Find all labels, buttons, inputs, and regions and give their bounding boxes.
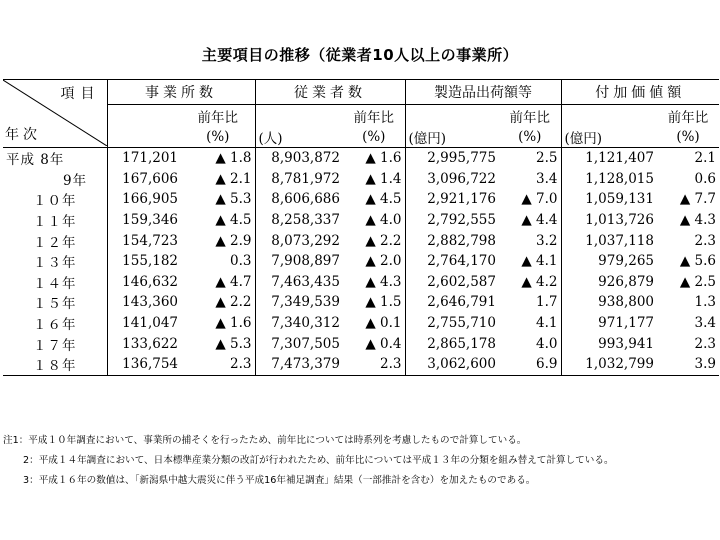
cell-est: 159,346	[122, 212, 178, 229]
cell-emp: 7,340,312	[271, 315, 340, 332]
cell-emp: 7,463,435	[271, 273, 340, 290]
cell-va: 1,128,015	[585, 170, 654, 187]
cell-ship: 2,646,791	[427, 294, 496, 311]
cell-emp-yoy: ▲ 1.6	[343, 148, 405, 169]
cell-va: 1,121,407	[585, 150, 654, 167]
cell-emp-yoy: ▲ 0.4	[343, 333, 405, 354]
table-row	[3, 313, 719, 334]
unit-pct-label: (%)	[343, 126, 405, 148]
cell-year: １３年	[3, 251, 107, 272]
cell-emp-yoy: ▲ 0.1	[343, 313, 405, 334]
unit-oku-label: (億円)	[561, 126, 657, 148]
sub-yoy-label: 前年比	[499, 105, 561, 127]
corner-year-label: 年次	[5, 127, 41, 143]
cell-ship-yoy: 4.0	[499, 333, 561, 354]
cell-emp-yoy: ▲ 4.0	[343, 210, 405, 231]
cell-est-yoy: ▲ 2.2	[181, 292, 255, 313]
cell-va: 1,032,799	[561, 354, 657, 375]
footnotes	[3, 431, 719, 491]
cell-ship: 2,882,798	[427, 232, 496, 249]
cell-est: 166,905	[122, 191, 178, 208]
unit-pct-label: (%)	[657, 126, 719, 148]
cell-year: １７年	[3, 333, 107, 354]
cell-va-yoy: 3.9	[657, 354, 719, 375]
cell-ship-yoy: ▲ 4.4	[499, 210, 561, 231]
cell-va: 926,879	[598, 273, 654, 290]
cell-year: １８年	[3, 354, 107, 375]
cell-ship-yoy: 1.7	[499, 292, 561, 313]
table-row	[3, 189, 719, 210]
sub-yoy-label: 前年比	[667, 109, 709, 126]
cell-va-yoy: ▲ 2.5	[679, 273, 716, 290]
cell-emp-yoy: ▲ 2.0	[343, 251, 405, 272]
cell-emp: 8,258,337	[271, 212, 340, 229]
cell-est-yoy: 0.3	[181, 251, 255, 272]
footnote-1: 注1：平成１０年調査において、事業所の捕そくを行ったため、前年比については時系列を考慮したもので計算している。	[3, 435, 527, 446]
unit-people-label: (人)	[255, 126, 343, 148]
cell-ship: 2,764,170	[427, 253, 496, 270]
cell-est: 143,360	[122, 294, 178, 311]
cell-va: 1,037,118	[585, 232, 654, 249]
table-row	[3, 210, 719, 231]
footnote-2: 2：平成１４年調査において、日本標準産業分類の改訂が行われたため、前年比については平成１３年の分類を組み替えて計算している。	[23, 455, 614, 466]
cell-ship-yoy: 3.4	[499, 169, 561, 190]
cell-est-yoy: 2.3	[181, 354, 255, 375]
cell-va-yoy: 3.4	[694, 315, 716, 332]
table-row	[3, 251, 719, 272]
cell-va-yoy: ▲ 7.7	[679, 191, 716, 208]
cell-ship: 3,062,600	[405, 354, 499, 375]
cell-est-yoy: ▲ 5.3	[181, 189, 255, 210]
cell-va-yoy: 1.3	[694, 294, 716, 311]
sub-yoy-label: 前年比	[343, 105, 405, 127]
cell-year: １２年	[3, 230, 107, 251]
cell-ship: 3,096,722	[427, 170, 496, 187]
cell-ship: 2,995,775	[427, 150, 496, 167]
sub-yoy-label: 前年比	[181, 105, 255, 127]
table-row	[3, 292, 719, 313]
cell-va-yoy: ▲ 5.6	[679, 253, 716, 270]
cell-va: 938,800	[598, 294, 654, 311]
cell-year: 9年	[3, 169, 107, 190]
cell-ship: 2,921,176	[427, 191, 496, 208]
cell-emp-yoy: ▲ 2.2	[343, 230, 405, 251]
cell-va: 1,013,726	[585, 212, 654, 229]
cell-emp-yoy: ▲ 1.4	[343, 169, 405, 190]
corner-item-label: 項目	[60, 86, 101, 102]
cell-emp-yoy: 2.3	[343, 354, 405, 375]
cell-emp-yoy: ▲ 4.3	[343, 272, 405, 293]
cell-est-yoy: ▲ 1.6	[181, 313, 255, 334]
cell-va-yoy: 2.3	[694, 335, 716, 352]
cell-est-yoy: ▲ 5.3	[181, 333, 255, 354]
table-row	[3, 169, 719, 190]
cell-va-yoy: 0.6	[694, 170, 716, 187]
cell-va: 1,059,131	[585, 191, 654, 208]
cell-ship-yoy: 2.5	[499, 148, 561, 169]
cell-ship-yoy: ▲ 4.1	[499, 251, 561, 272]
header-shipments: 製造品出荷額等	[405, 80, 561, 105]
cell-est: 155,182	[122, 253, 178, 270]
cell-year: １６年	[3, 313, 107, 334]
footnote-3: 3：平成１６年の数値は、「新潟県中越大震災に伴う平成16年補足調査」結果（一部推計を含む）を加えたものである。	[23, 475, 536, 486]
cell-est-yoy: ▲ 4.5	[181, 210, 255, 231]
table-row	[3, 148, 719, 169]
unit-oku-label: (億円)	[405, 126, 499, 148]
cell-ship: 2,602,587	[427, 273, 496, 290]
table-row	[3, 354, 719, 375]
cell-est-yoy: ▲ 2.1	[181, 169, 255, 190]
table-corner-header	[3, 80, 107, 148]
cell-year: １５年	[3, 292, 107, 313]
cell-va: 993,941	[598, 335, 654, 352]
cell-va: 971,177	[598, 315, 654, 332]
cell-year: １４年	[3, 272, 107, 293]
cell-year: 平成 8年	[3, 148, 107, 169]
cell-emp-yoy: ▲ 4.5	[343, 189, 405, 210]
table-row	[3, 333, 719, 354]
unit-pct-label: (%)	[499, 126, 561, 148]
cell-est-yoy: ▲ 1.8	[181, 148, 255, 169]
cell-ship: 2,792,555	[427, 212, 496, 229]
header-employees: 従業者数	[255, 80, 405, 105]
cell-emp: 8,606,686	[271, 191, 340, 208]
cell-ship-yoy: 6.9	[499, 354, 561, 375]
cell-ship: 2,865,178	[427, 335, 496, 352]
cell-est-yoy: ▲ 2.9	[181, 230, 255, 251]
cell-emp: 8,903,872	[271, 150, 340, 167]
cell-emp: 8,073,292	[271, 232, 340, 249]
cell-est: 141,047	[122, 315, 178, 332]
cell-ship-yoy: 3.2	[499, 230, 561, 251]
cell-ship-yoy: ▲ 7.0	[499, 189, 561, 210]
page-title: 主要項目の推移（従業者10人以上の事業所）	[201, 46, 519, 64]
cell-emp: 8,781,972	[271, 170, 340, 187]
header-value-added: 付加価値額	[561, 80, 719, 105]
cell-year: １０年	[3, 189, 107, 210]
cell-emp-yoy: ▲ 1.5	[343, 292, 405, 313]
header-establishments: 事業所数	[107, 80, 255, 105]
cell-va-yoy: ▲ 4.3	[679, 212, 716, 229]
cell-va-yoy: 2.1	[694, 150, 716, 167]
cell-emp: 7,473,379	[255, 354, 343, 375]
cell-est: 167,606	[122, 170, 178, 187]
cell-est: 136,754	[107, 354, 181, 375]
cell-est-yoy: ▲ 4.7	[181, 272, 255, 293]
cell-emp: 7,349,539	[271, 294, 340, 311]
statistics-table	[3, 79, 719, 376]
table-row	[3, 272, 719, 293]
cell-year: １１年	[3, 210, 107, 231]
table-body	[3, 148, 719, 376]
cell-est: 133,622	[122, 335, 178, 352]
cell-va: 979,265	[598, 253, 654, 270]
cell-est: 146,632	[122, 273, 178, 290]
cell-ship: 2,755,710	[427, 315, 496, 332]
cell-est: 171,201	[122, 150, 178, 167]
cell-va-yoy: 2.3	[694, 232, 716, 249]
cell-emp: 7,307,505	[271, 335, 340, 352]
cell-ship-yoy: ▲ 4.2	[499, 272, 561, 293]
cell-emp: 7,908,897	[271, 253, 340, 270]
unit-pct-label: (%)	[181, 126, 255, 148]
table-row	[3, 230, 719, 251]
cell-est: 154,723	[122, 232, 178, 249]
cell-ship-yoy: 4.1	[499, 313, 561, 334]
